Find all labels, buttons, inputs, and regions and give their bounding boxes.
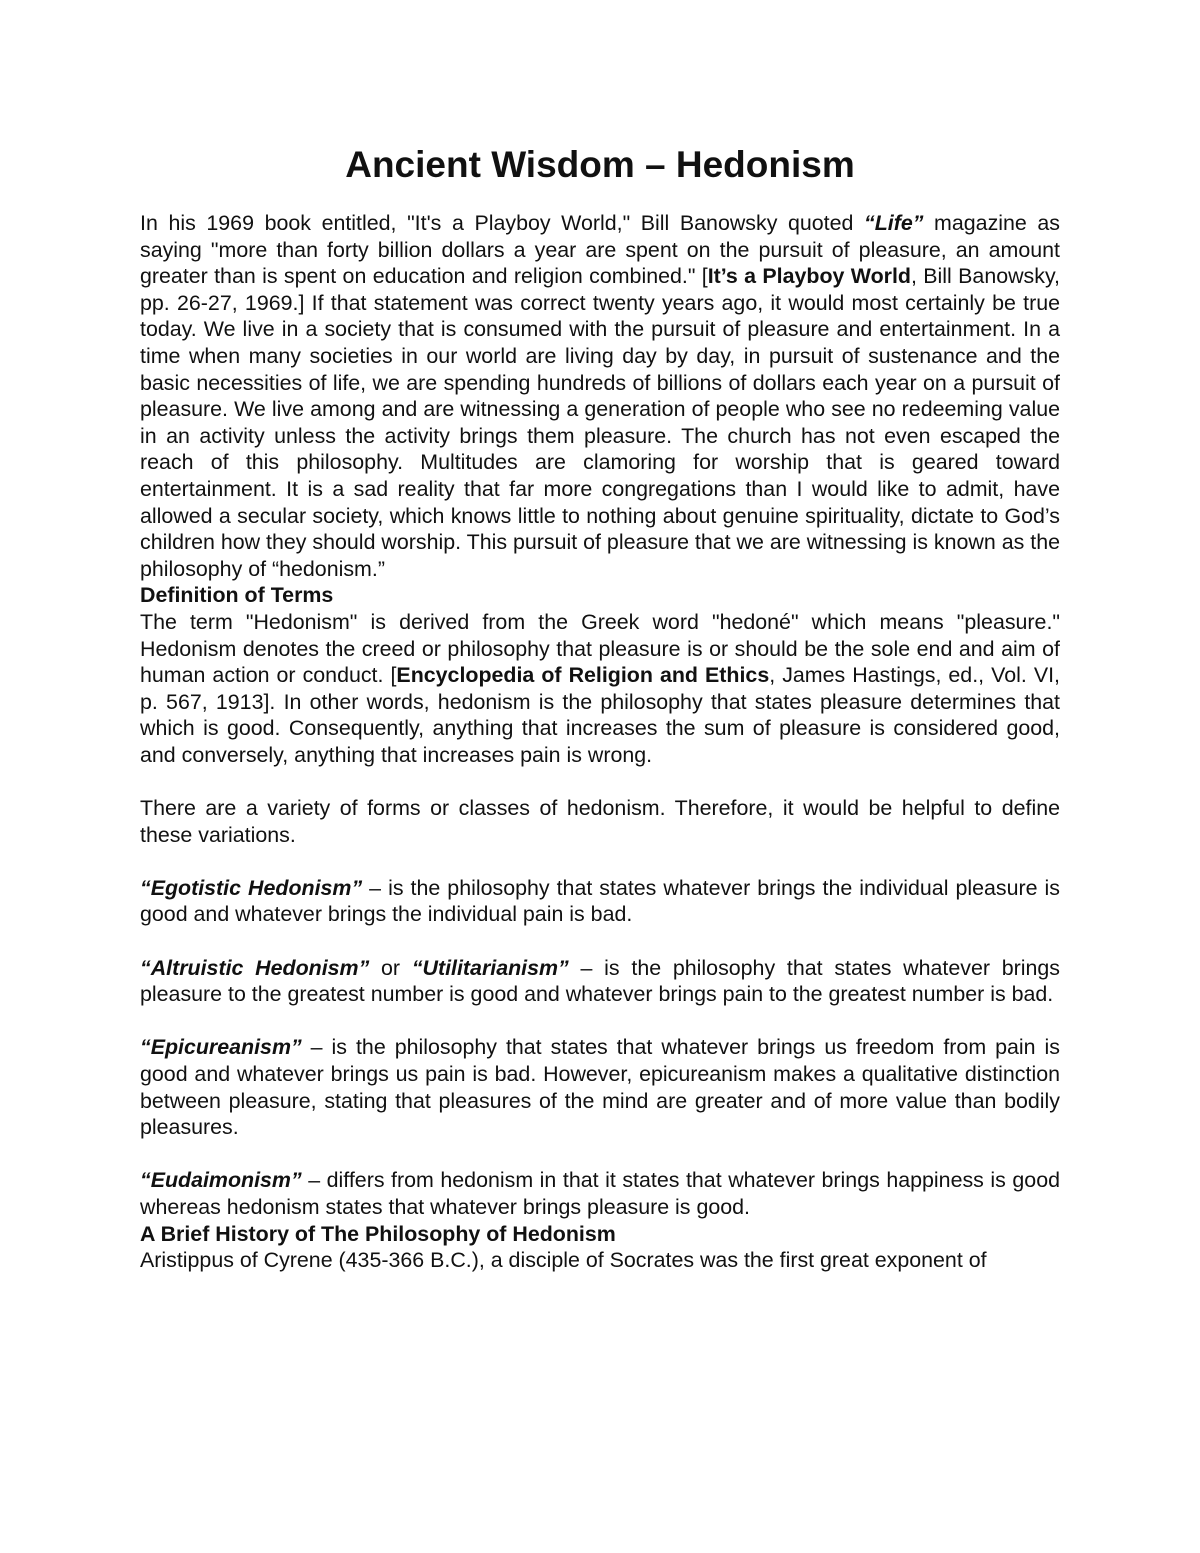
epicureanism-text: – is the philosophy that states that whatever brings us freedom from pain is good and whatever brings us pain is bad. However, epicureanism makes a qualitative distinction between pleasure, stating that pleasures of the mind are greater and of more value than bodily pleasures. [140,1035,1060,1140]
egotistic-term: “Egotistic Hedonism” [140,875,363,900]
intro-text-3: , Bill Banowsky, pp. 26-27, 1969.] If that statement was correct twenty years ago, it would most certainly be true today. We live in a society that is consumed with the pursuit of pleasure and entertainment. In a time when many societies in our world are living day by day, in pursuit of sustenance and the basic necessities of life, we are spending hundreds of billions of dollars each year on a pursuit of pleasure. We live among and are witnessing a generation of people who see no redeeming value in an activity unless the activity brings them pleasure. The church has not even escaped the reach of this philosophy. Multitudes are clamoring for worship that is geared toward entertainment. It is a sad reality that far more congregations than I would like to admit, have allowed a secular society, which knows little to nothing about genuine spirituality, dictate to God’s children how they should worship. This pursuit of pleasure that we are witnessing is known as the philosophy of “hedonism.” [140,264,1060,581]
eudaimonism-paragraph [140,1167,1060,1220]
definition-text-1: The term "Hedonism" is derived from the Greek word "hedoné" which means "pleasure." Hedonism denotes the creed or philosophy that pleasure is or should be the sole end and aim of human action or conduct. [ [140,609,1060,688]
definition-text-2: , James Hastings, ed., Vol. VI, p. 567, 1913]. In other words, hedonism is the philosophy that states pleasure determines that which is good. Consequently, anything that increases the sum of pleasure is considered good, and conversely, anything that increases pain is wrong. [140,663,1060,767]
book-title: It’s a Playboy World [707,264,911,289]
egotistic-text: – is the philosophy that states whatever brings the individual pleasure is good and whatever brings the individual pain is bad. [140,875,1060,927]
variety-paragraph: There are a variety of forms or classes of hedonism. Therefore, it would be helpful to define these variations. [140,796,1060,847]
altruistic-term: “Altruistic Hedonism” [140,955,370,980]
page-title: Ancient Wisdom – Hedonism [345,144,855,185]
eudaimonism-term: “Eudaimonism” [140,1168,302,1193]
utilitarianism-term: “Utilitarianism” [411,955,569,980]
altruistic-paragraph [140,955,1060,1008]
document-page [140,140,1060,1274]
altruistic-or: or [369,955,412,980]
history-heading: A Brief History of The Philosophy of Hedonism [140,1221,616,1246]
intro-paragraph [140,210,1060,582]
history-paragraph: Aristippus of Cyrene (435-366 B.C.), a disciple of Socrates was the first great exponent of [140,1248,987,1273]
definition-heading: Definition of Terms [140,583,334,608]
intro-text-1: In his 1969 book entitled, "It's a Playboy World," Bill Banowsky quoted [140,211,865,235]
intro-text-2: magazine as saying "more than forty billion dollars a year are spent on the pursuit of pleasure, an amount greater than is spent on education and religion combined." [ [140,211,1061,289]
epicureanism-paragraph [140,1034,1060,1140]
egotistic-paragraph [140,875,1060,928]
epicureanism-term: “Epicureanism” [140,1035,302,1060]
definition-paragraph [140,609,1060,769]
altruistic-text: – is the philosophy that states whatever brings pleasure to the greatest number is good and whatever brings pain to the greatest number is bad. [140,955,1061,1007]
life-magazine-title: “Life” [864,211,924,235]
eudaimonism-text: – differs from hedonism in that it states that whatever brings happiness is good whereas hedonism states that whatever brings pleasure is good. [140,1168,1060,1219]
encyclopedia-title: Encyclopedia of Religion and Ethics [396,663,770,688]
